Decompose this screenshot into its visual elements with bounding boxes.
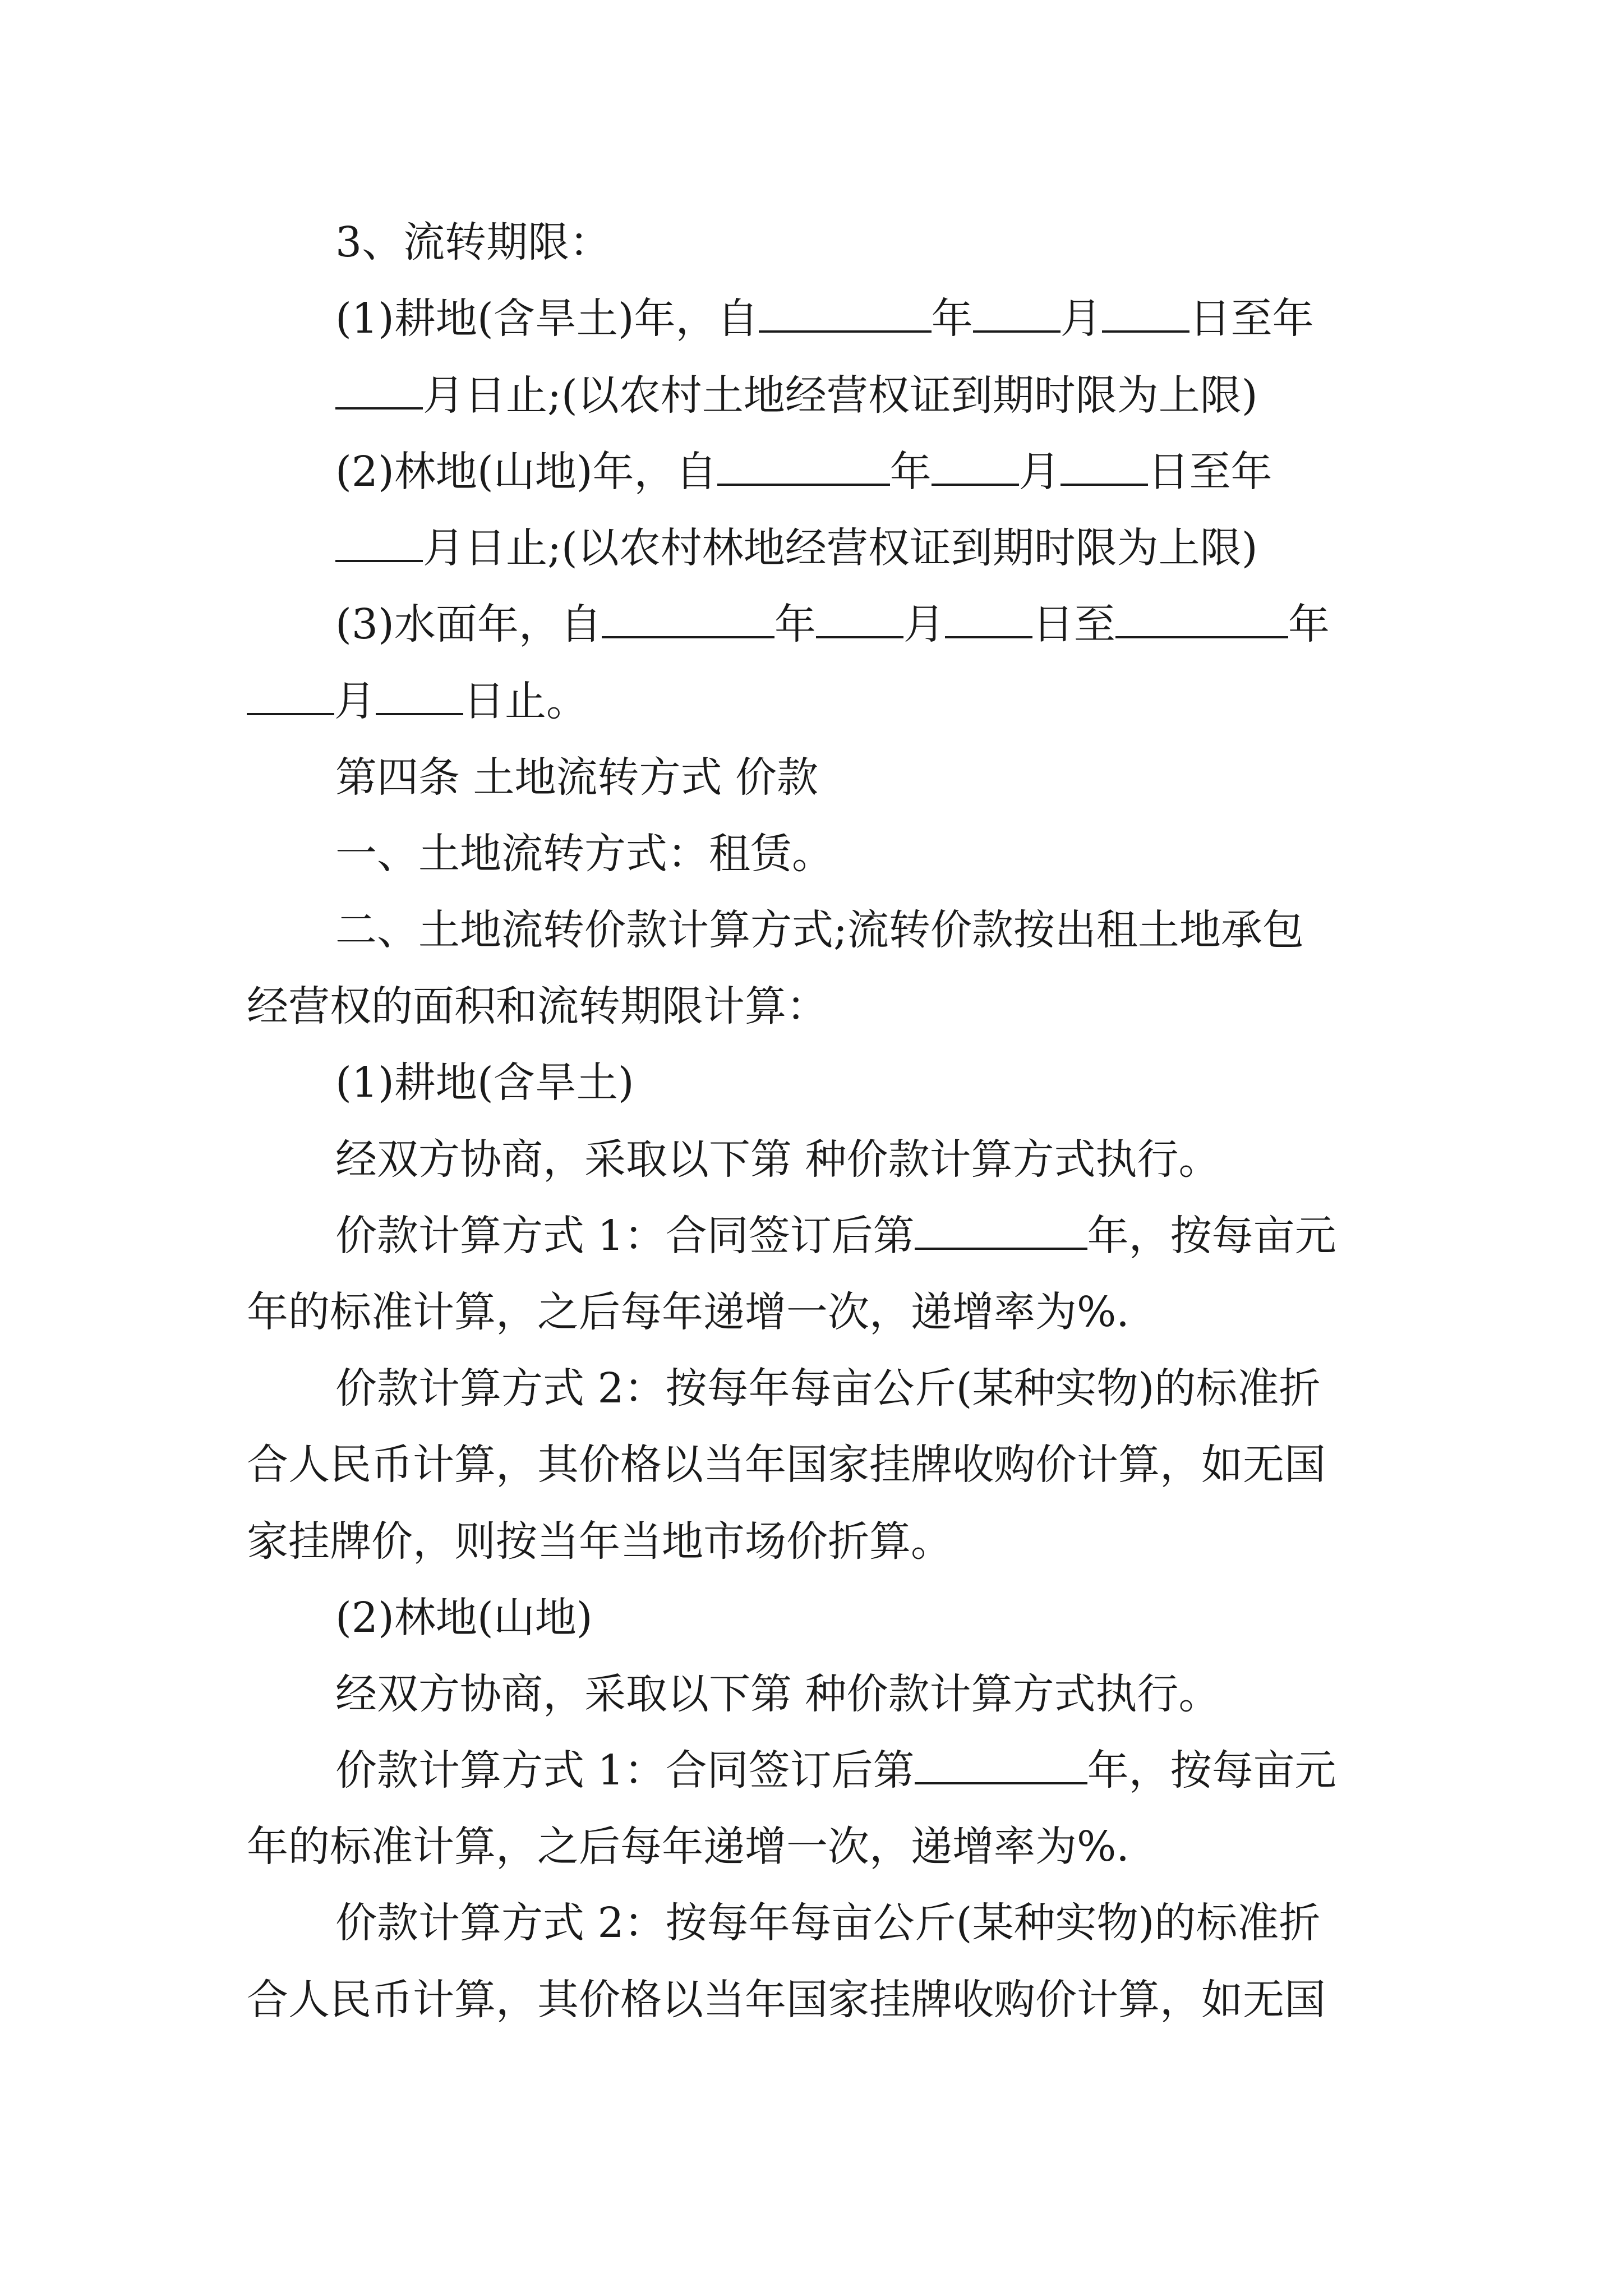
water-term-line2 [247, 668, 588, 735]
farmland-method2-line3 [247, 1508, 952, 1575]
blank-field [1061, 443, 1148, 486]
method1-line2-text: 年的标准计算，之后每年递增一次，递增率为%. [247, 1823, 1129, 1871]
forest-term-end: 月日止;(以农村林地经营权证到期时限为上限) [423, 524, 1258, 572]
month-label: 月 [1060, 295, 1102, 343]
farmland-consult [335, 1126, 1220, 1193]
blank-field [247, 673, 334, 715]
month-label: 月 [1018, 448, 1061, 496]
blank-field [1115, 596, 1288, 638]
article4-title [335, 744, 818, 811]
year-label: 年 [931, 295, 973, 343]
method1-line2-text: 年的标准计算，之后每年递增一次，递增率为%. [247, 1288, 1129, 1336]
article4-item2-text: 经营权的面积和流转期限计算： [247, 982, 828, 1030]
forest-method2-line2 [247, 1966, 1326, 2033]
method1-suffix: 年，按每亩元 [1087, 1212, 1336, 1260]
farmland-method1-line2 [247, 1278, 1129, 1346]
month-label: 月 [903, 600, 945, 648]
forest-term-prefix: (2)林地(山地)年，自 [335, 448, 717, 496]
method2-line3-text: 家挂牌价，则按当年当地市场价折算。 [247, 1517, 952, 1566]
farmland-method2-line2 [247, 1431, 1326, 1498]
article4-title-text: 第四条 土地流转方式 价款 [335, 753, 819, 802]
farmland-method1-line1 [335, 1202, 1336, 1269]
forest-method2-line1 [335, 1889, 1320, 1957]
article4-item2-line2 [247, 973, 828, 1040]
forest-term-line1 [335, 438, 1272, 505]
blank-field [816, 596, 903, 638]
year-label: 年 [1288, 600, 1330, 648]
method1-prefix: 价款计算方式 1：合同签订后第 [335, 1746, 915, 1795]
day-to-year-label: 日至年 [1189, 295, 1314, 343]
article4-item2-line1 [335, 896, 1304, 964]
method1-suffix: 年，按每亩元 [1087, 1746, 1336, 1795]
method2-line2-text: 合人民币计算，其价格以当年国家挂牌收购价计算，如无国 [247, 1441, 1326, 1489]
blank-field [335, 519, 423, 562]
farmland-method2-line1 [335, 1355, 1320, 1422]
article4-item1-text: 一、土地流转方式：租赁。 [335, 830, 833, 878]
year-label: 年 [774, 600, 816, 648]
blank-field [335, 367, 423, 409]
farmland-term-line1 [335, 285, 1314, 352]
forest-consult [335, 1660, 1220, 1728]
article4-item1 [335, 820, 833, 887]
blank-field [1102, 290, 1189, 333]
day-to-label: 日至 [1032, 600, 1115, 648]
method2-line2-text: 合人民币计算，其价格以当年国家挂牌收购价计算，如无国 [247, 1976, 1326, 2024]
blank-field [759, 290, 932, 333]
farmland-heading-text: (1)耕地(含旱土) [335, 1059, 634, 1107]
blank-field [973, 290, 1061, 333]
farmland-term-prefix: (1)耕地(含旱土)年，自 [335, 295, 759, 343]
forest-term-line2 [335, 514, 1258, 582]
forest-method1-line1 [335, 1737, 1336, 1804]
forest-method1-line2 [247, 1813, 1129, 1880]
method1-prefix: 价款计算方式 1：合同签订后第 [335, 1212, 915, 1260]
month-label: 月 [334, 677, 376, 725]
farmland-price-heading [335, 1049, 634, 1116]
water-term-line1 [335, 591, 1330, 658]
blank-field [376, 673, 463, 715]
forest-price-heading [335, 1584, 593, 1651]
day-to-year-label: 日至年 [1147, 448, 1272, 496]
farmland-term-end: 月日止;(以农村土地经营权证到期时限为上限) [423, 371, 1258, 420]
forest-consult-text: 经双方协商，采取以下第 种价款计算方式执行。 [335, 1670, 1220, 1718]
blank-field [717, 443, 890, 486]
blank-field [945, 596, 1032, 638]
farmland-term-line2 [335, 362, 1258, 429]
blank-field [602, 596, 774, 638]
blank-field [915, 1207, 1087, 1250]
article4-item2-text: 二、土地流转价款计算方式;流转价款按出租土地承包 [335, 906, 1304, 954]
forest-heading-text: (2)林地(山地) [335, 1594, 593, 1642]
blank-field [915, 1742, 1087, 1784]
method2-line1-text: 价款计算方式 2：按每年每亩公斤(某种实物)的标准折 [335, 1364, 1321, 1412]
water-term-end: 日止。 [463, 677, 588, 725]
method2-line1-text: 价款计算方式 2：按每年每亩公斤(某种实物)的标准折 [335, 1899, 1321, 1947]
year-label: 年 [889, 448, 932, 496]
clause3-title-text: 3、流转期限： [335, 218, 611, 266]
farmland-consult-text: 经双方协商，采取以下第 种价款计算方式执行。 [335, 1135, 1220, 1184]
water-term-prefix: (3)水面年，自 [335, 600, 602, 648]
clause3-title [335, 209, 611, 276]
blank-field [932, 443, 1019, 486]
